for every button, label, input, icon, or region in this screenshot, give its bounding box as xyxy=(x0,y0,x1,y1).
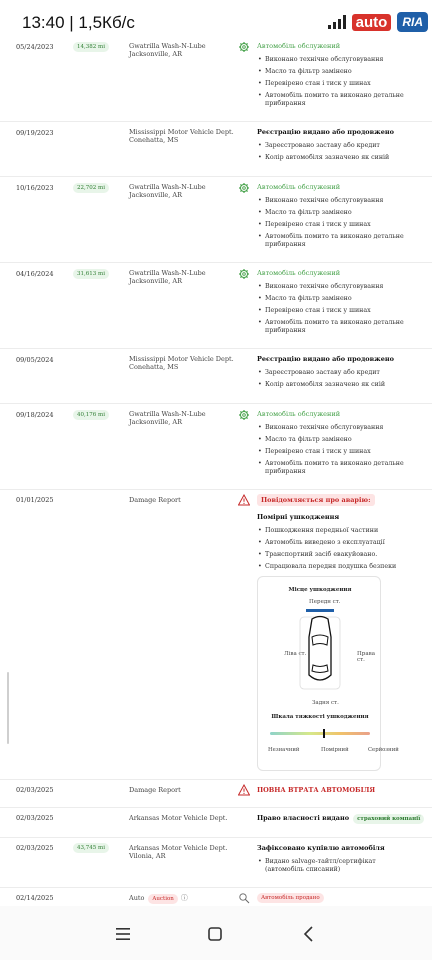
record-title: Реєстрацію видано або продовжено xyxy=(257,355,394,363)
record-bullet: • Масло та фільтр замінено xyxy=(257,436,407,444)
record-bullet: • Автомобіль помито та виконано детальне прибирання xyxy=(257,319,407,335)
record-date: 02/03/2025 xyxy=(16,844,54,852)
history-record xyxy=(0,263,432,349)
record-date: 01/01/2025 xyxy=(16,496,54,504)
record-date: 10/16/2023 xyxy=(16,184,54,192)
car-diagram xyxy=(298,607,342,695)
record-date: 09/18/2024 xyxy=(16,411,54,419)
record-bullets xyxy=(257,858,407,878)
history-record xyxy=(0,404,432,490)
record-source-text: Auto xyxy=(129,894,145,902)
damage-bullet: • Пошкодження передньої частини xyxy=(257,527,407,535)
record-bullet: • Перевірено стан і тиск у шинах xyxy=(257,307,407,315)
mileage-badge: 22,702 mi xyxy=(73,183,109,193)
status-icons xyxy=(328,8,428,36)
record-title xyxy=(257,786,375,794)
damage-bullet: • Транспортний засіб евакуйовано. xyxy=(257,551,407,559)
record-bullets xyxy=(257,424,407,480)
record-title-text: Зафіксовано купівлю автомобіля xyxy=(257,844,385,852)
record-source-text: Arkansas Motor Vehicle Dept. xyxy=(129,814,228,822)
record-title-text: Право власності видано xyxy=(257,814,350,822)
record-bullet: • Масло та фільтр замінено xyxy=(257,209,407,217)
auto-badge: auto xyxy=(352,14,392,31)
record-source-text: Arkansas Motor Vehicle Dept. Vilonia, AR xyxy=(129,844,228,860)
record-source: Gwatrilla Wash-N-Lube Jacksonville, AR xyxy=(129,183,206,199)
record-date: 04/16/2024 xyxy=(16,270,54,278)
record-bullets xyxy=(257,56,407,112)
record-source xyxy=(129,814,239,822)
record-bullet: • Виконано технічне обслуговування xyxy=(257,56,407,64)
record-title: Реєстрацію видано або продовжено xyxy=(257,128,394,136)
damage-bullet: • Автомобіль виведено з експлуатації xyxy=(257,539,407,547)
record-bullets xyxy=(257,197,407,253)
info-icon[interactable]: ⓘ xyxy=(180,894,188,902)
record-source xyxy=(129,786,239,794)
sold-tag: Автомобіль продано xyxy=(257,893,324,903)
record-bullet: • Виконано технічне обслуговування xyxy=(257,424,407,432)
record-source-text: Damage Report xyxy=(129,786,181,794)
record-bullet: • Перевірено стан і тиск у шинах xyxy=(257,448,407,456)
signal-icon xyxy=(328,15,346,29)
front-label: Передн ст. xyxy=(309,599,341,605)
record-date: 02/03/2025 xyxy=(16,814,54,822)
right-label: Права ст. xyxy=(357,651,375,663)
damage-subtitle: Помірні ушкодження xyxy=(257,513,340,521)
record-date: 09/05/2024 xyxy=(16,356,54,364)
back-icon[interactable] xyxy=(299,924,319,944)
record-bullet: • Колір автомобіля зазначено як сиій xyxy=(257,381,407,389)
record-source: Gwatrilla Wash-N-Lube Jacksonville, AR xyxy=(129,410,206,426)
record-date: 05/24/2023 xyxy=(16,43,54,51)
scrollbar[interactable] xyxy=(7,672,9,744)
history-record xyxy=(0,36,432,122)
accident-badge: Повідомляється про аварію: xyxy=(257,494,375,506)
menu-icon[interactable] xyxy=(113,924,133,944)
gear-icon xyxy=(238,268,250,280)
record-title: Автомобіль обслужений xyxy=(257,410,341,418)
record-bullet: • Колір автомобіля зазначено як синій xyxy=(257,154,407,162)
severity-marker xyxy=(323,729,325,738)
record-title: Автомобіль обслужений xyxy=(257,183,341,191)
record-bullet: • Зареєстровано заставу або кредит xyxy=(257,369,407,377)
mileage-badge: 40,176 mi xyxy=(73,410,109,420)
warning-icon xyxy=(238,494,250,506)
record-bullet: • Масло та фільтр замінено xyxy=(257,68,407,76)
record-source: Gwatrilla Wash-N-Lube Jacksonville, AR xyxy=(129,42,206,58)
severity-high-label: Серйозний xyxy=(368,747,399,753)
record-source: Gwatrilla Wash-N-Lube Jacksonville, AR xyxy=(129,269,206,285)
gear-icon xyxy=(238,41,250,53)
gear-icon xyxy=(238,182,250,194)
severity-low-label: Незначний xyxy=(268,747,300,753)
history-record xyxy=(0,349,432,404)
severity-title: Шкала тяжкості ушкодження xyxy=(271,714,369,720)
warning-icon xyxy=(238,784,250,796)
record-title: Автомобіль обслужений xyxy=(257,42,341,50)
damage-card-title: Місце ушкодження xyxy=(288,587,352,593)
record-source xyxy=(129,844,239,860)
ria-logo: RIA xyxy=(397,12,428,32)
auction-tag: Auction xyxy=(148,894,177,904)
record-source: Mississippi Motor Vehicle Dept. Conehatta, MS xyxy=(129,128,234,144)
mileage-badge: 43,745 mi xyxy=(73,843,109,853)
record-title-text: ПОВНА ВТРАТА АВТОМОБІЛЯ xyxy=(257,786,376,794)
navigation-bar xyxy=(0,906,432,960)
record-bullet: • Перевірено стан і тиск у шинах xyxy=(257,221,407,229)
record-date: 02/14/2025 xyxy=(16,894,54,902)
home-icon[interactable] xyxy=(205,924,225,944)
history-record xyxy=(0,888,432,908)
record-bullet: • Зареєстровано заставу або кредит xyxy=(257,142,407,150)
record-bullets xyxy=(257,142,407,166)
record-bullets xyxy=(257,283,407,339)
record-bullet: • Автомобіль помито та виконано детальне прибирання xyxy=(257,92,407,108)
history-record xyxy=(0,780,432,808)
record-bullet: • Автомобіль помито та виконано детальне прибирання xyxy=(257,233,407,249)
status-time: 13:40 | 1,5Кб/с xyxy=(22,13,135,32)
record-date: 09/19/2023 xyxy=(16,129,54,137)
history-record xyxy=(0,122,432,177)
record-title xyxy=(257,844,385,852)
record-bullet: • Масло та фільтр замінено xyxy=(257,295,407,303)
record-bullet: • Виконано технічне обслуговування xyxy=(257,283,407,291)
record-bullet: • Автомобіль помито та виконано детальне прибирання xyxy=(257,460,407,476)
record-date: 02/03/2025 xyxy=(16,786,54,794)
left-label: Ліва ст. xyxy=(284,651,307,657)
history-record xyxy=(0,838,432,888)
damage-bullets xyxy=(257,527,407,575)
record-bullet: • Перевірено стан і тиск у шинах xyxy=(257,80,407,88)
record-source: Mississippi Motor Vehicle Dept. Conehatta, MS xyxy=(129,355,234,371)
record-title xyxy=(257,814,424,824)
record-source: Damage Report xyxy=(129,496,181,504)
record-bullets xyxy=(257,369,407,393)
mileage-badge: 14,382 mi xyxy=(73,42,109,52)
damage-location-card xyxy=(257,576,399,771)
record-bullet: • Виконано технічне обслуговування xyxy=(257,197,407,205)
sold-tag-wrap xyxy=(257,893,324,903)
history-record xyxy=(0,177,432,263)
history-record xyxy=(0,808,432,838)
mileage-badge: 31,613 mi xyxy=(73,269,109,279)
damage-record xyxy=(0,490,432,780)
record-title: Автомобіль обслужений xyxy=(257,269,341,277)
search-person-icon xyxy=(238,892,250,904)
record-bullet: • Видано salvage-тайтл/сертифікат (автомобіль списаний) xyxy=(257,858,407,874)
owner-tag: страховий компанії xyxy=(353,814,424,824)
gear-icon xyxy=(238,409,250,421)
severity-mid-label: Помірний xyxy=(321,747,349,753)
damage-bullet: • Спрацювала передня подушка безпеки xyxy=(257,563,407,571)
severity-bar xyxy=(270,732,370,735)
record-source xyxy=(129,894,239,904)
rear-label: Задня ст. xyxy=(312,700,339,706)
